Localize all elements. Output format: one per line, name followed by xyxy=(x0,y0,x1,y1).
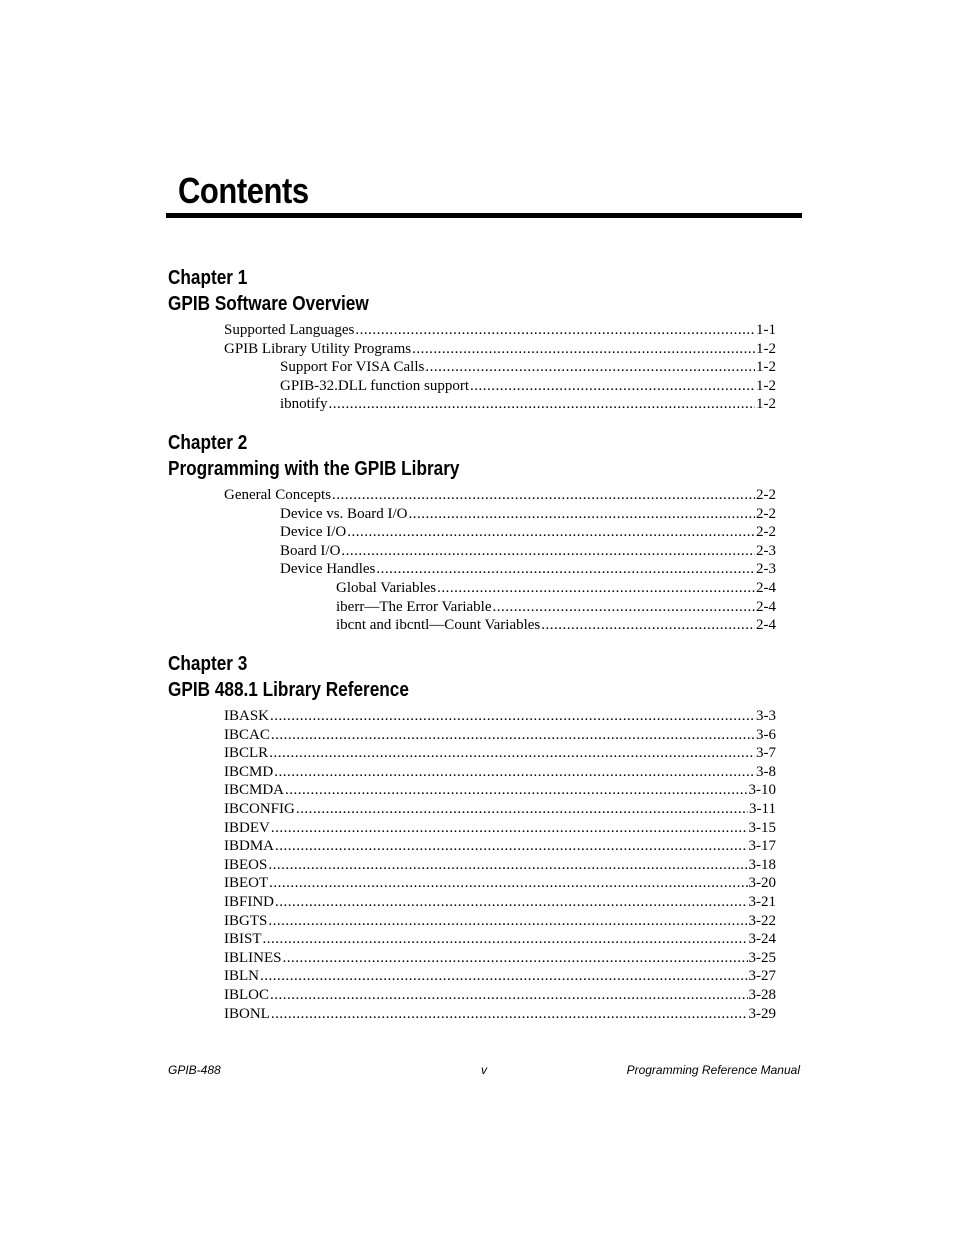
toc-entry-page: 2-3 xyxy=(756,542,776,559)
chapter-number: Chapter 3 xyxy=(168,653,248,675)
toc-entry-label: IBEOS xyxy=(224,856,268,873)
chapter-number: Chapter 1 xyxy=(168,267,248,289)
toc-entry[interactable] xyxy=(224,707,776,726)
dot-leader xyxy=(376,560,755,579)
title-rule xyxy=(166,213,802,218)
dot-leader xyxy=(275,837,747,856)
toc-entry-label: IBDMA xyxy=(224,838,275,855)
toc-entry-label: IBCMD xyxy=(224,763,274,780)
toc-entry-list xyxy=(168,321,788,414)
toc-entry[interactable] xyxy=(224,763,776,782)
dot-leader xyxy=(347,523,755,542)
chapter-section xyxy=(168,651,788,1023)
toc-entry[interactable] xyxy=(224,912,776,931)
chapter-title: GPIB 488.1 Library Reference xyxy=(168,679,409,701)
page-title: Contents xyxy=(178,170,309,211)
toc-entry-list xyxy=(168,486,788,635)
toc-entry-page: 3-3 xyxy=(756,708,776,724)
toc-entry[interactable] xyxy=(224,893,776,912)
toc-entry[interactable] xyxy=(224,930,776,949)
footer-product: GPIB-488 xyxy=(168,1063,221,1077)
toc-entry-page: 3-21 xyxy=(748,893,776,910)
footer-manual-title: Programming Reference Manual xyxy=(626,1063,800,1077)
toc-entry-page: 3-7 xyxy=(756,745,776,762)
toc-entry[interactable] xyxy=(224,486,776,505)
toc-entry-page: 2-2 xyxy=(756,505,776,522)
toc-entry-page: 3-11 xyxy=(749,800,776,817)
toc-entry[interactable] xyxy=(336,579,776,598)
toc-entry-page: 3-15 xyxy=(748,819,776,836)
toc-entry-page: 3-27 xyxy=(748,968,776,985)
dot-leader xyxy=(470,377,755,396)
dot-leader xyxy=(260,967,748,986)
toc-entry[interactable] xyxy=(224,819,776,838)
toc-entry-label: Support For VISA Calls xyxy=(280,359,425,376)
toc-entry[interactable] xyxy=(280,395,776,414)
toc-entry-label: Global Variables xyxy=(336,579,437,596)
dot-leader xyxy=(274,763,755,782)
toc-entry-list xyxy=(168,707,788,1023)
toc-entry-label: IBONL xyxy=(224,1005,270,1022)
chapter-number: Chapter 2 xyxy=(168,432,248,454)
toc-entry-label: IBIST xyxy=(224,931,262,948)
toc-entry-label: IBGTS xyxy=(224,912,268,929)
chapter-title: GPIB Software Overview xyxy=(168,293,369,315)
dot-leader xyxy=(271,1005,748,1024)
toc-entry-page: 2-2 xyxy=(756,524,776,541)
toc-entry-page: 2-4 xyxy=(756,598,776,615)
toc-entry[interactable] xyxy=(224,1005,776,1024)
dot-leader xyxy=(493,598,756,617)
toc-entry[interactable] xyxy=(224,949,776,968)
dot-leader xyxy=(285,781,747,800)
toc-entry-page: 3-29 xyxy=(748,1005,776,1022)
toc-entry[interactable] xyxy=(224,856,776,875)
toc-entry[interactable] xyxy=(336,598,776,617)
toc-entry[interactable] xyxy=(280,505,776,524)
toc-entry-label: IBEOT xyxy=(224,875,269,892)
dot-leader xyxy=(408,505,755,524)
toc-entry-label: Supported Languages xyxy=(224,322,355,338)
toc-entry-page: 3-8 xyxy=(756,763,776,780)
dot-leader xyxy=(268,912,747,931)
dot-leader xyxy=(437,579,755,598)
toc-entry-page: 2-4 xyxy=(756,617,776,634)
dot-leader xyxy=(269,874,747,893)
dot-leader xyxy=(329,395,756,414)
toc-entry-label: ibcnt and ibcntl—Count Variables xyxy=(336,617,541,634)
dot-leader xyxy=(296,800,748,819)
toc-entry-label: ibnotify xyxy=(280,396,328,413)
toc-entry-label: IBDEV xyxy=(224,819,270,836)
toc-entry-page: 2-2 xyxy=(756,487,776,503)
toc-entry-page: 3-18 xyxy=(748,856,776,873)
toc-entry-page: 3-10 xyxy=(748,782,776,799)
toc-entry[interactable] xyxy=(224,967,776,986)
dot-leader xyxy=(271,819,748,838)
dot-leader xyxy=(541,616,755,635)
toc-entry-label: Device vs. Board I/O xyxy=(280,505,408,522)
toc-entry[interactable] xyxy=(224,744,776,763)
chapter-section xyxy=(168,430,788,635)
toc-entry-page: 3-28 xyxy=(748,986,776,1003)
toc-entry-page: 1-2 xyxy=(756,377,776,394)
toc-entry[interactable] xyxy=(224,874,776,893)
toc-entry-label: Board I/O xyxy=(280,542,341,559)
toc-entry-page: 1-2 xyxy=(756,396,776,413)
chapter-section xyxy=(168,265,788,414)
dot-leader xyxy=(271,726,755,745)
toc-entry-label: IBFIND xyxy=(224,893,275,910)
dot-leader xyxy=(355,321,755,340)
toc-entry[interactable] xyxy=(280,560,776,579)
dot-leader xyxy=(270,707,755,726)
toc-entry-page: 2-3 xyxy=(756,561,776,578)
dot-leader xyxy=(269,744,755,763)
toc-entry[interactable] xyxy=(224,800,776,819)
dot-leader xyxy=(341,542,755,561)
dot-leader xyxy=(270,986,748,1005)
toc-entry-label: IBCONFIG xyxy=(224,800,295,817)
toc-entry[interactable] xyxy=(224,986,776,1005)
toc-entry-label: General Concepts xyxy=(224,487,332,503)
toc-entry[interactable] xyxy=(280,523,776,542)
toc-entry-label: iberr—The Error Variable xyxy=(336,598,492,615)
chapter-title: Programming with the GPIB Library xyxy=(168,458,460,480)
toc-entry-label: IBASK xyxy=(224,708,270,724)
toc-entry[interactable] xyxy=(280,542,776,561)
toc-entry-label: Device Handles xyxy=(280,561,376,578)
toc-entry-page: 3-24 xyxy=(748,931,776,948)
toc-entry-label: IBLN xyxy=(224,968,259,985)
dot-leader xyxy=(268,856,747,875)
toc-entry-page: 3-22 xyxy=(748,912,776,929)
toc-entry-label: Device I/O xyxy=(280,524,347,541)
toc-entry[interactable] xyxy=(280,377,776,396)
dot-leader xyxy=(275,893,747,912)
toc-entry-label: IBLOC xyxy=(224,986,269,1003)
dot-leader xyxy=(283,949,748,968)
toc-entry-page: 1-1 xyxy=(756,322,776,338)
dot-leader xyxy=(263,930,748,949)
dot-leader xyxy=(412,340,755,359)
toc-entry-label: IBCMDA xyxy=(224,782,285,799)
footer-page-number: v xyxy=(481,1063,487,1077)
dot-leader xyxy=(332,486,755,505)
toc-entry-label: IBCAC xyxy=(224,726,270,743)
toc-entry[interactable] xyxy=(224,340,776,359)
toc-entry-page: 3-20 xyxy=(748,875,776,892)
toc-entry-page: 3-25 xyxy=(748,949,776,966)
toc-entry[interactable] xyxy=(224,726,776,745)
toc-entry[interactable] xyxy=(224,321,776,340)
toc-entry-label: IBCLR xyxy=(224,745,269,762)
toc-entry[interactable] xyxy=(336,616,776,635)
toc-entry-page: 2-4 xyxy=(756,579,776,596)
toc-entry[interactable] xyxy=(224,781,776,800)
toc-entry-page: 3-6 xyxy=(756,726,776,743)
toc-entry-label: GPIB Library Utility Programs xyxy=(224,340,412,357)
dot-leader xyxy=(425,358,755,377)
toc-entry-page: 1-2 xyxy=(756,340,776,357)
toc-entry-label: GPIB-32.DLL function support xyxy=(280,377,470,394)
toc-entry-page: 1-2 xyxy=(756,359,776,376)
toc-entry[interactable] xyxy=(280,358,776,377)
toc-entry[interactable] xyxy=(224,837,776,856)
toc-entry-page: 3-17 xyxy=(748,838,776,855)
toc-entry-label: IBLINES xyxy=(224,949,282,966)
